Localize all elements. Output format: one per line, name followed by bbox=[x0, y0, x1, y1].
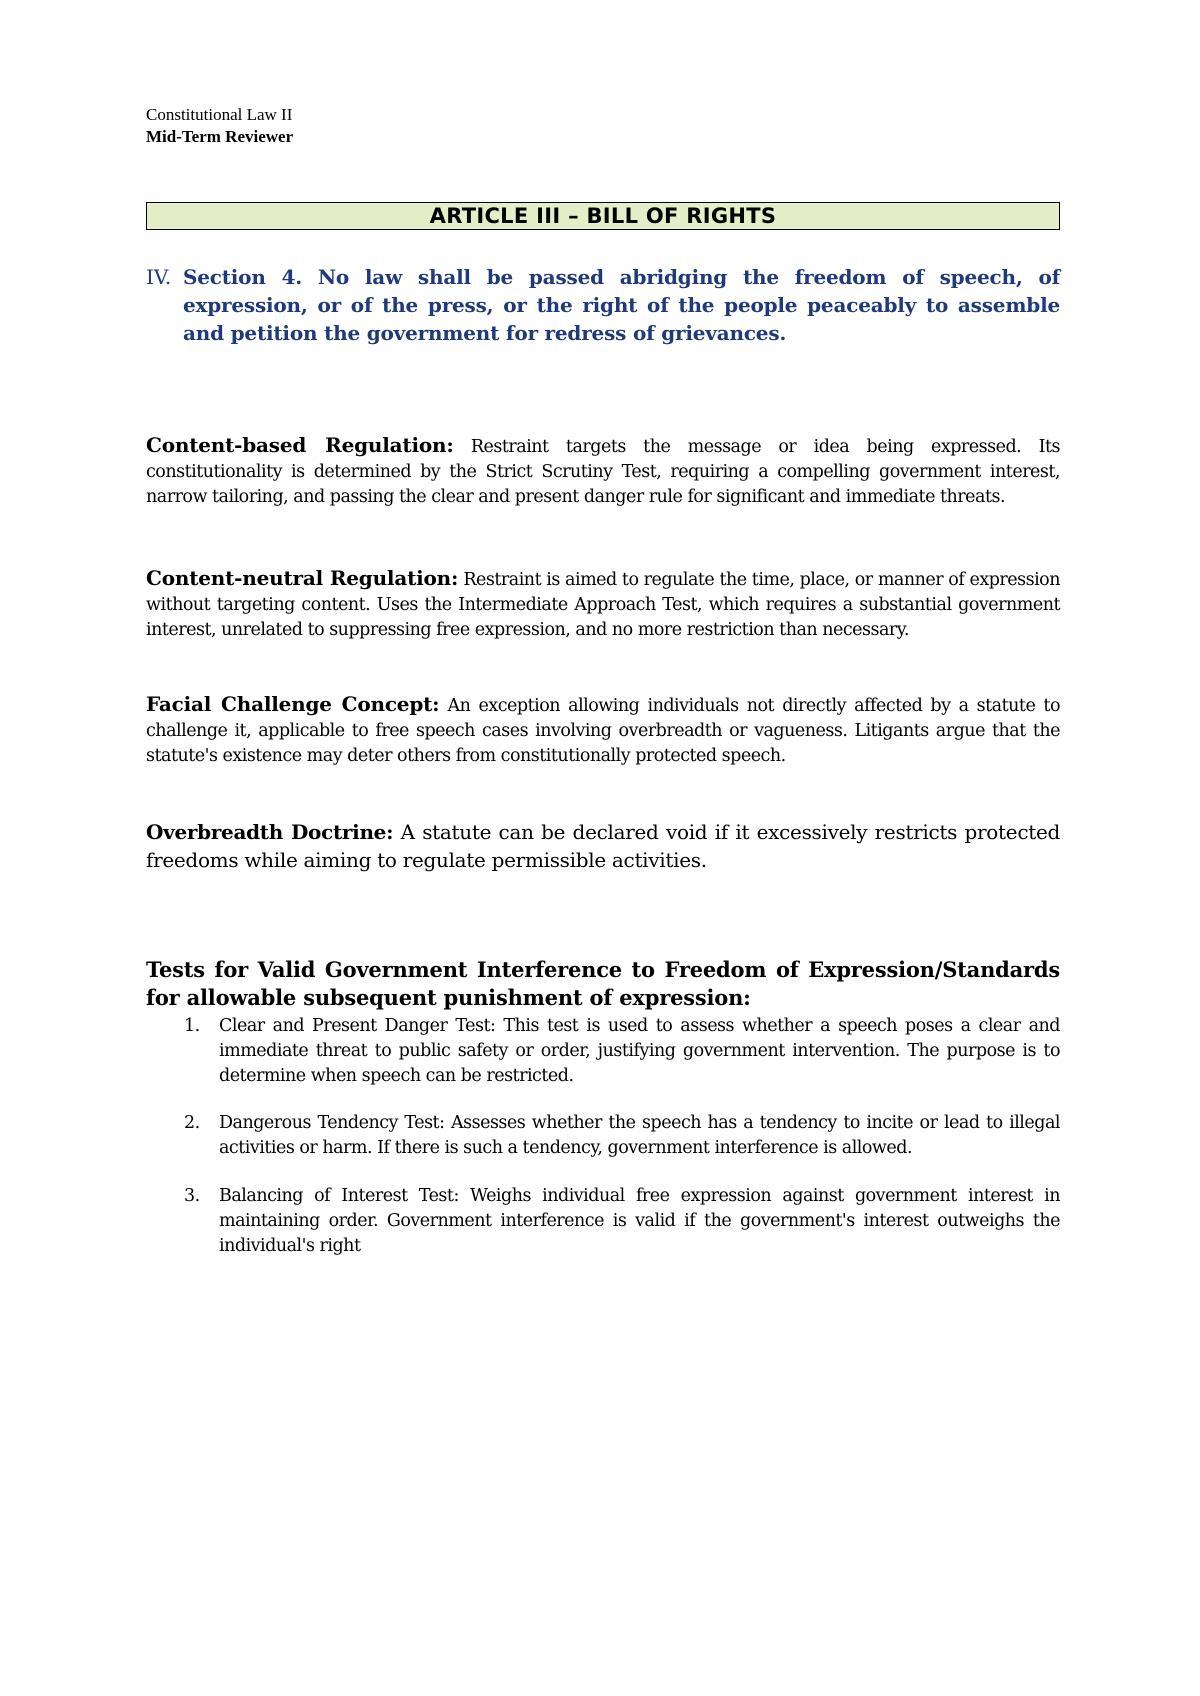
list-item-number: 1. bbox=[184, 1016, 200, 1036]
paragraph-lead: Facial Challenge Concept: bbox=[146, 692, 440, 716]
list-item bbox=[146, 1111, 1060, 1161]
paragraph-body: Restraint is aimed to regulate the time, place, or manner of expression without targeting content. Uses the Intermediate Approach Test, which requires a substantial government interest, unrelated to suppressing free expression, and no more restriction than necessary. bbox=[146, 570, 1060, 640]
paragraph-body: A statute can be declared void if it excessively restricts protected freedoms while aiming to regulate permissible activities. bbox=[146, 820, 1060, 872]
article-title: ARTICLE III – BILL OF RIGHTS bbox=[429, 204, 777, 228]
paragraph-body: Restraint targets the message or idea being expressed. Its constitutionality is determined by the Strict Scrutiny Test, requiring a compelling government interest, narrow tailoring, and passing the clear and present danger rule for significant and immediate threats. bbox=[146, 437, 1060, 507]
paragraph-lead: Content-neutral Regulation: bbox=[146, 566, 459, 590]
section-roman-number: IV. bbox=[146, 265, 172, 289]
overbreadth-paragraph bbox=[146, 818, 1060, 874]
article-title-box bbox=[146, 202, 1060, 230]
content-based-paragraph bbox=[146, 433, 1060, 510]
list-item-text: Clear and Present Danger Test: This test is used to assess whether a speech poses a clear and immediate threat to public safety or order, justifying government intervention. The purpose is to determine when speech can be restricted. bbox=[219, 1016, 1060, 1086]
list-item bbox=[146, 1184, 1060, 1259]
paragraph-lead: Overbreadth Doctrine: bbox=[146, 820, 394, 844]
course-name: Constitutional Law II bbox=[146, 105, 293, 124]
list-item-number: 3. bbox=[184, 1186, 200, 1206]
reviewer-title: Mid-Term Reviewer bbox=[146, 127, 294, 146]
section-4-text: Section 4. No law shall be passed abridging the freedom of speech, of expression, or of the press, or the right of the people peaceably to assemble and petition the government for redress of grievances. bbox=[183, 265, 1060, 345]
paragraph-body: An exception allowing individuals not directly affected by a statute to challenge it, applicable to free speech cases involving overbreadth or vagueness. Litigants argue that the statute's existence may deter others from constitutionally protected speech. bbox=[146, 696, 1061, 766]
list-item bbox=[146, 1014, 1060, 1089]
tests-heading: Tests for Valid Government Interference to Freedom of Expression/Standards for allowable subsequent punishment of expression: bbox=[146, 957, 1060, 1010]
list-item-text: Dangerous Tendency Test: Assesses whether the speech has a tendency to incite or lead to illegal activities or harm. If there is such a tendency, government interference is allowed. bbox=[219, 1113, 1060, 1158]
section-4-block bbox=[146, 263, 1060, 347]
content-neutral-paragraph bbox=[146, 566, 1060, 643]
list-item-text: Balancing of Interest Test: Weighs individual free expression against government interest in maintaining order. Government interference is valid if the government's interest outweighs the individual's right bbox=[219, 1186, 1060, 1256]
facial-challenge-paragraph bbox=[146, 692, 1060, 769]
paragraph-lead: Content-based Regulation: bbox=[146, 433, 454, 457]
list-item-number: 2. bbox=[184, 1113, 200, 1133]
